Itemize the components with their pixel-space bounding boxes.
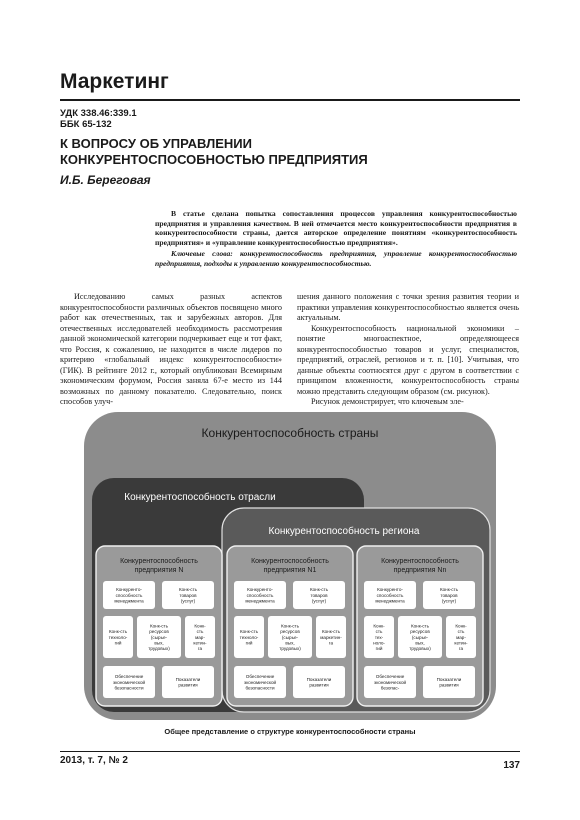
article-title xyxy=(60,136,368,168)
management-competitiveness-box-label: менеджмента xyxy=(245,598,275,604)
footer-rule xyxy=(60,751,520,752)
resources-competitiveness-box-label: ресурсов xyxy=(410,629,430,635)
resources-competitiveness-box-label: вых, xyxy=(285,640,295,646)
management-competitiveness-box-label: Конкуренто- xyxy=(377,587,403,593)
management-competitiveness-box-label: способность xyxy=(115,592,143,598)
abstract: В статье сделана попытка сопоставления процессов управления конкурентоспособностью предприятия и управления качеством. В ней отмечается место конкурентоспособности предприятия в конкурентоспособности страны, дается авторское определение понятиям «конкурентоспособность предприятия» и «управление конкурентоспособностью предприятия». xyxy=(155,209,517,247)
development-indicators-box-label: развития xyxy=(309,682,329,688)
technology-competitiveness-box-label: гий xyxy=(375,646,383,651)
resources-competitiveness-box-label: ресурсов xyxy=(149,629,169,635)
resources-competitiveness-box-label: Конк-сть xyxy=(280,623,300,629)
marketing-competitiveness-box-label: Конк- xyxy=(455,623,467,629)
goods-competitiveness-box-label: (услуг) xyxy=(441,598,457,604)
marketing-competitiveness-box-label: кетин- xyxy=(193,640,207,646)
goods-competitiveness-box-label: товаров xyxy=(179,592,197,598)
technology-competitiveness-box-label: тех- xyxy=(374,634,384,640)
article-title-line2: КОНКУРЕНТОСПОСОБНОСТЬЮ ПРЕДПРИЯТИЯ xyxy=(60,152,368,167)
resources-competitiveness-box-label: трудовых) xyxy=(148,646,170,651)
marketing-competitiveness-box-label: мар- xyxy=(195,634,205,640)
economic-security-box-label: экономической xyxy=(112,679,146,685)
economic-security-box-label: безопас- xyxy=(380,685,400,691)
economic-security-box-label: экономической xyxy=(243,679,277,685)
management-competitiveness-box-label: менеджмента xyxy=(375,598,405,604)
enterprise-title: Конкурентоспособность xyxy=(120,558,198,565)
resources-competitiveness-box-label: вых, xyxy=(154,640,164,646)
keywords: Ключевые слова: конкурентоспособность предприятия, управление конкурентоспособностью предприятия, подходы к управлению конкурентоспособностью. xyxy=(155,249,517,268)
marketing-competitiveness-box-label: мар- xyxy=(456,634,466,640)
technology-competitiveness-box-label: гий xyxy=(245,640,253,646)
management-competitiveness-box-label: способность xyxy=(376,592,404,598)
marketing-competitiveness-box-label: га xyxy=(197,646,203,651)
goods-competitiveness-box-label: Конк-сть xyxy=(439,587,459,593)
marketing-competitiveness-box-label: га xyxy=(328,640,334,646)
economic-security-box-label: экономической xyxy=(373,679,407,685)
resources-competitiveness-box-label: трудовых) xyxy=(409,646,431,651)
enterprise-title: Конкурентоспособность xyxy=(381,558,459,565)
marketing-competitiveness-box-label: кетин- xyxy=(454,640,468,646)
paragraph: Рисунок демонстрирует, что ключевым эле- xyxy=(311,397,464,407)
goods-competitiveness-box-label: товаров xyxy=(440,592,458,598)
issue-info: 2013, т. 7, № 2 xyxy=(60,755,128,766)
resources-competitiveness-box-label: ресурсов xyxy=(280,629,300,635)
paragraph: шения данного положения с точки зрения развития теории и практики управления конкурентоспособностью является очень актуальным. xyxy=(297,292,519,323)
enterprise-title: предприятия N xyxy=(134,567,184,574)
economic-security-box-label: Обеспечение xyxy=(375,674,405,680)
goods-competitiveness-box-label: (услуг) xyxy=(311,598,327,604)
development-indicators-box-label: Показатели xyxy=(306,677,332,682)
economic-security-box-label: Обеспечение xyxy=(245,674,275,680)
technology-competitiveness-box-label: Конк-сть xyxy=(108,629,128,635)
section-rubric: Маркетинг xyxy=(60,70,169,93)
goods-competitiveness-box-label: Конк-сть xyxy=(178,587,198,593)
marketing-competitiveness-box-label: сть xyxy=(196,629,204,635)
country-level-label: Конкурентоспособность страны xyxy=(201,426,379,440)
technology-competitiveness-box-label: Конк- xyxy=(373,623,385,629)
development-indicators-box-label: развития xyxy=(178,682,198,688)
development-indicators-box-label: развития xyxy=(439,682,459,688)
economic-security-box-label: безопасности xyxy=(114,685,144,691)
body-column-left xyxy=(60,292,282,408)
header-rule xyxy=(60,99,520,101)
resources-competitiveness-box-label: (сырье- xyxy=(281,634,299,640)
economic-security-box-label: Обеспечение xyxy=(114,674,144,680)
page-number: 137 xyxy=(503,760,520,771)
management-competitiveness-box-label: Конкуренто- xyxy=(247,587,273,593)
marketing-competitiveness-box-label: Конк- xyxy=(194,623,206,629)
enterprise-title: предприятия Nn xyxy=(393,567,447,574)
technology-competitiveness-box-label: гий xyxy=(114,640,122,646)
classification-codes xyxy=(60,108,137,130)
marketing-competitiveness-box-label: га xyxy=(458,646,464,651)
goods-competitiveness-box-label: товаров xyxy=(310,592,328,598)
resources-competitiveness-box-label: вых, xyxy=(415,640,425,646)
management-competitiveness-box-label: Конкуренто- xyxy=(116,587,142,593)
resources-competitiveness-box-label: Конк-сть xyxy=(149,623,169,629)
marketing-competitiveness-box-label: Конк-сть xyxy=(321,629,341,635)
development-indicators-box-label: Показатели xyxy=(175,677,201,682)
technology-competitiveness-box-label: техноло- xyxy=(239,634,259,640)
resources-competitiveness-box-label: (сырье- xyxy=(411,634,429,640)
goods-competitiveness-box-label: Конк-сть xyxy=(309,587,329,593)
article-title-line1: К ВОПРОСУ ОБ УПРАВЛЕНИИ xyxy=(60,136,252,151)
marketing-competitiveness-box-label: маркетин- xyxy=(320,634,342,640)
technology-competitiveness-box-label: техноло- xyxy=(108,634,128,640)
paragraph: Исследованию самых разных аспектов конкурентоспособности различных объектов посвящено много работ как отечественных, так и зарубежных авторов. Для отечественных исследователей необходимость рассмотрения данной экономической категории подчеркивает еще и тот факт, что Россия, к сожалению, не находится в числе лидеров по критерию «глобальный индекс конкурентоспособности» (ГИК). В рейтинге 2012 г., который опубликован Всемирным экономическим форумом, Россия заняла 67-е место из 144 возможных по данному показателю. Следовательно, поиск способов улуч- xyxy=(60,292,282,407)
management-competitiveness-box-label: менеджмента xyxy=(114,598,144,604)
development-indicators-box-label: Показатели xyxy=(436,677,462,682)
technology-competitiveness-box-label: сть xyxy=(375,629,383,635)
economic-security-box-label: безопасности xyxy=(245,685,275,691)
bbk-code: ББК 65-132 xyxy=(60,119,112,130)
enterprise-title: предприятия N1 xyxy=(263,567,317,574)
resources-competitiveness-box-label: трудовых) xyxy=(279,646,301,651)
paragraph: Конкурентоспособность национальной экономики – понятие многоаспектное, определяющееся конкурентоспособностью товаров и услуг, специалистов, предприятий, отраслей, регионов и т. п. [10]. Учитывая, что данные объекты соотносятся друг с другом в соответствии с принципом вложенности, конкурентоспособность страны можно представить следующим образом (см. рисунок). xyxy=(297,323,519,396)
resources-competitiveness-box-label: Конк-сть xyxy=(410,623,430,629)
management-competitiveness-box-label: способность xyxy=(246,592,274,598)
goods-competitiveness-box-label: (услуг) xyxy=(180,598,196,604)
figure-caption: Общее представление о структуре конкурентоспособности страны xyxy=(164,727,416,736)
technology-competitiveness-box-label: Конк-сть xyxy=(239,629,259,635)
enterprise-title: Конкурентоспособность xyxy=(251,558,329,565)
marketing-competitiveness-box-label: сть xyxy=(457,629,465,635)
competitiveness-structure-diagram xyxy=(84,412,496,720)
region-level-label: Конкурентоспособность региона xyxy=(268,526,420,537)
article-author: И.Б. Береговая xyxy=(60,173,151,187)
industry-level-label: Конкурентоспособность отрасли xyxy=(124,492,276,503)
body-column-right xyxy=(297,292,519,408)
resources-competitiveness-box-label: (сырье- xyxy=(150,634,168,640)
udc-code: УДК 338.46:339.1 xyxy=(60,108,137,119)
technology-competitiveness-box-label: ноло- xyxy=(373,640,385,646)
